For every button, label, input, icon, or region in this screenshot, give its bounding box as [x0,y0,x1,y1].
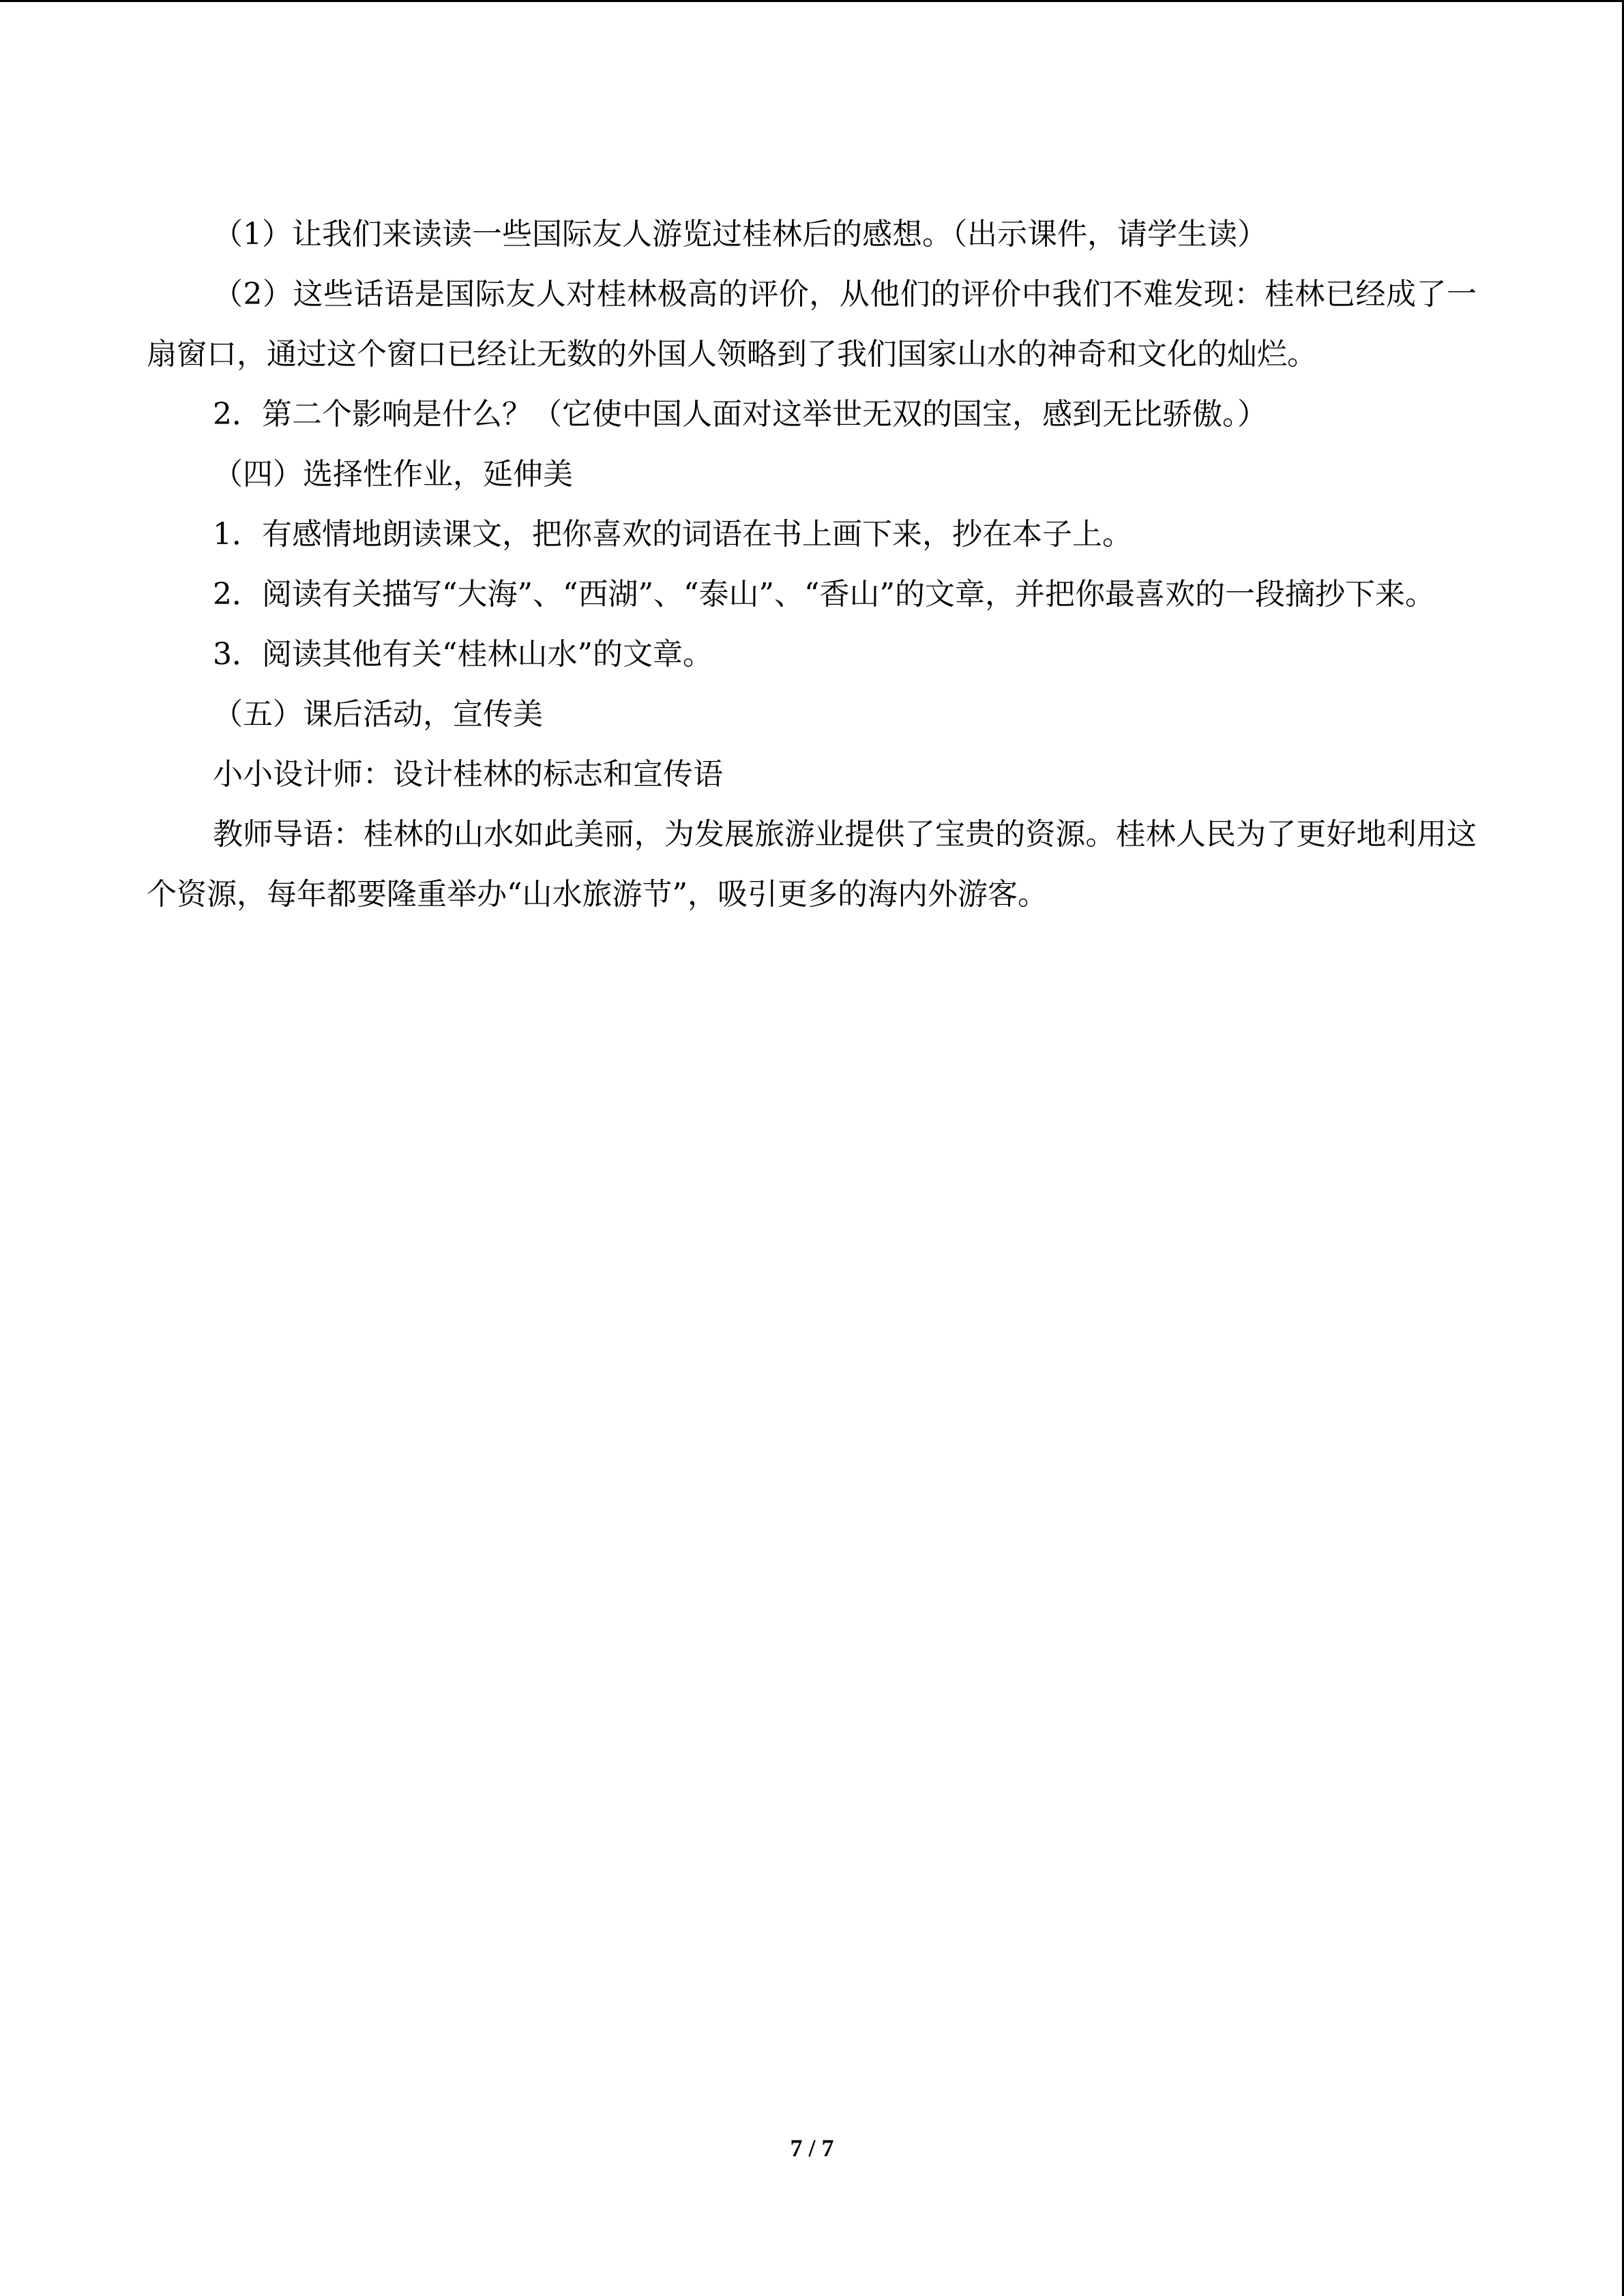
paragraph-reading-impressions: （1）让我们来读读一些国际友人游览过桂林后的感想。（出示课件，请学生读） [213,217,1267,252]
document-body [147,205,1477,925]
paragraph-second-influence: 2．第二个影响是什么？（它使中国人面对这举世无双的国宝，感到无比骄傲。） [213,397,1267,432]
paragraph-little-designer: 小小设计师：设计桂林的标志和宣传语 [213,757,723,792]
page-number: 7 / 7 [790,2134,834,2162]
paragraph-guilin-window: （2）这些话语是国际友人对桂林极高的评价，从他们的评价中我们不难发现：桂林已经成了一扇窗口，通过这个窗口已经让无数的外国人领略到了我们国家山水的神奇和文化的灿烂。 [147,277,1477,372]
paragraph-teacher-guide: 教师导语：桂林的山水如此美丽，为发展旅游业提供了宝贵的资源。桂林人民为了更好地利用这个资源，每年都要隆重举办“山水旅游节”，吸引更多的海内外游客。 [147,817,1477,912]
heading-optional-homework: （四）选择性作业，延伸美 [213,457,573,492]
heading-after-class-activity: （五）课后活动，宣传美 [213,697,543,732]
homework-item-1: 1．有感情地朗读课文，把你喜欢的词语在书上画下来，抄在本子上。 [213,517,1132,552]
homework-item-3: 3．阅读其他有关“桂林山水”的文章。 [213,637,713,672]
homework-item-2: 2．阅读有关描写“大海”、“西湖”、“泰山”、“香山”的文章，并把你最喜欢的一段摘抄下来。 [213,577,1435,612]
